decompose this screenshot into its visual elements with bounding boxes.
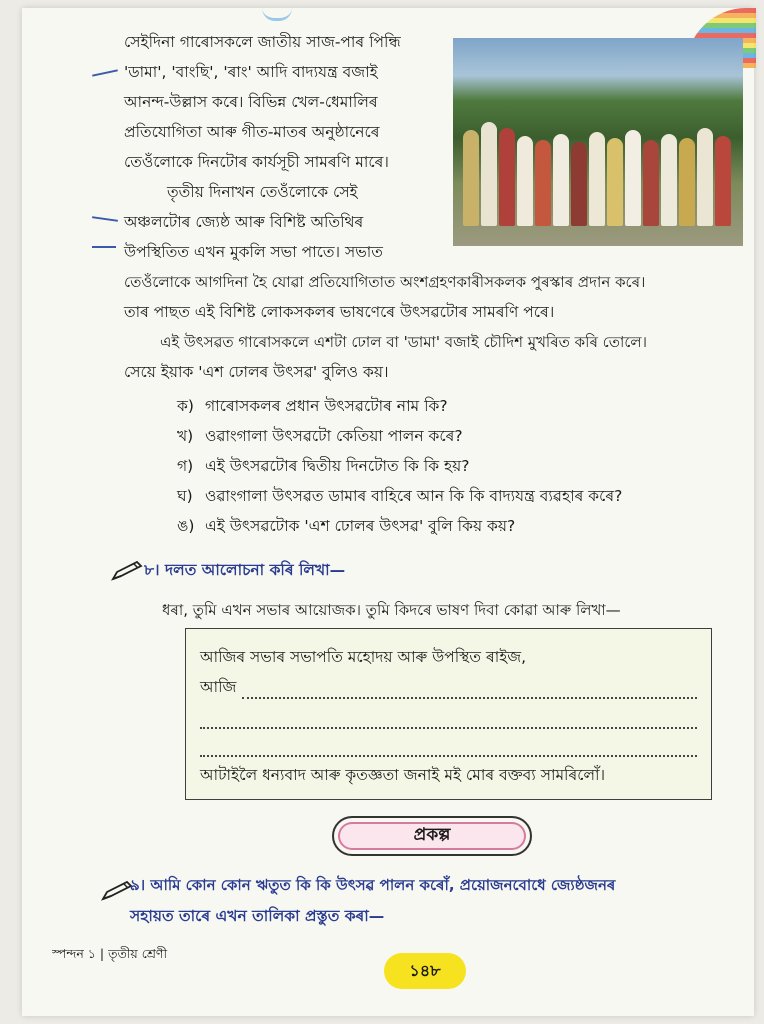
margin-pen-mark	[92, 216, 118, 222]
speech-writing-box	[185, 628, 712, 800]
paragraph-line: সেইদিনা গাৰোসকলে জাতীয় সাজ-পাৰ পিন্ধি	[124, 33, 401, 51]
speech-closing-line: আটাইলৈ ধন্যবাদ আৰু কৃতজ্ঞতা জনাই মই মোৰ বক্তব্য সামৰিলোঁ।	[200, 766, 606, 784]
question-marker: ঙ)	[177, 517, 195, 535]
pencil-icon	[100, 880, 134, 902]
question-item	[177, 421, 463, 451]
paragraph-line: তেওঁলোকে দিনটোৰ কাৰ্যসূচী সামৰণি মাৰে।	[124, 153, 389, 171]
festival-photo	[453, 38, 743, 246]
paragraph-line: তেওঁলোকে আগদিনা হৈ যোৱা প্ৰতিযোগিতাত অংশগ্ৰহণকাৰীসকলক পুৰস্কাৰ প্ৰদান কৰে।	[124, 273, 646, 291]
question-item	[177, 451, 470, 481]
pencil-icon	[110, 560, 144, 582]
section-9-line2: সহায়ত তাৰে এখন তালিকা প্ৰস্তুত কৰা—	[130, 907, 385, 925]
paragraph-line: তৃতীয় দিনাখন তেওঁলোকে সেই	[167, 183, 358, 201]
crowd-figures	[453, 106, 743, 226]
speech-second-line: আজি	[200, 678, 237, 696]
question-marker: ঘ)	[177, 487, 193, 505]
page-number: ১৪৮	[384, 953, 466, 989]
writing-line[interactable]	[200, 727, 697, 729]
section-8-heading: ৮। দলত আলোচনা কৰি লিখা—	[144, 561, 346, 579]
question-marker: খ)	[177, 427, 194, 445]
margin-pen-mark	[92, 246, 116, 248]
question-text: ওৱাংগালা উৎসৱটো কেতিয়া পালন কৰে?	[205, 427, 463, 445]
paragraph-line: 'ডামা', 'বাংছি', 'ৰাং' আদি বাদ্যযন্ত্ৰ বজাই	[124, 63, 378, 81]
question-text: ওৱাংগালা উৎসৱত ডামাৰ বাহিৰে আন কি কি বাদ্যযন্ত্ৰ ব্যৱহাৰ কৰে?	[205, 487, 623, 505]
question-text: গাৰোসকলৰ প্ৰধান উৎসৱটোৰ নাম কি?	[205, 397, 448, 415]
question-text: এই উৎসৱটোৰ দ্বিতীয় দিনটোত কি কি হয়?	[205, 457, 470, 475]
paragraph-line: সেয়ে ইয়াক 'এশ ঢোলৰ উৎসৱ' বুলিও কয়।	[124, 363, 389, 381]
writing-line[interactable]	[200, 755, 697, 757]
question-item	[177, 481, 622, 511]
speech-opening-line: আজিৰ সভাৰ সভাপতি মহোদয় আৰু উপস্থিত ৰাইজ,	[200, 648, 527, 666]
writing-line[interactable]	[242, 697, 697, 699]
textbook-page	[22, 8, 754, 1016]
decorative-curve	[262, 8, 292, 21]
paragraph-line: অঞ্চলটোৰ জ্যেষ্ঠ আৰু বিশিষ্ট অতিথিৰ	[124, 213, 364, 231]
section-8-prompt: ধৰা, তুমি এখন সভাৰ আয়োজক। তুমি কিদৰে ভাষণ দিবা কোৱা আৰু লিখা—	[162, 601, 621, 619]
question-item	[177, 511, 515, 541]
paragraph-line: এই উৎসৱত গাৰোসকলে এশটা ঢোল বা 'ডামা' বজাই চৌদিশ মুখৰিত কৰি তোলে।	[160, 333, 647, 351]
footer-book-title: স্পন্দন ১ | তৃতীয় শ্ৰেণী	[52, 946, 168, 961]
section-9-line1: ৯। আমি কোন কোন ঋতুত কি কি উৎসৱ পালন কৰোঁ, প্ৰয়োজনবোধে জ্যেষ্ঠজনৰ	[130, 876, 616, 894]
question-item	[177, 391, 448, 421]
paragraph-line: আনন্দ-উল্লাস কৰে। বিভিন্ন খেল-ধেমালিৰ	[124, 93, 378, 111]
margin-pen-mark	[92, 69, 118, 76]
paragraph-line: উপস্থিতিত এখন মুকলি সভা পাতে। সভাত	[124, 243, 383, 261]
question-text: এই উৎসৱটোক 'এশ ঢোলৰ উৎসৱ' বুলি কিয় কয়?	[205, 517, 516, 535]
question-marker: ক)	[177, 397, 194, 415]
paragraph-line: তাৰ পাছত এই বিশিষ্ট লোকসকলৰ ভাষণেৰে উৎসৱটোৰ সামৰণি পৰে।	[124, 303, 555, 321]
project-label: প্ৰকল্প	[332, 816, 532, 856]
question-marker: গ)	[177, 457, 194, 475]
paragraph-line: প্ৰতিযোগিতা আৰু গীত-মাতৰ অনুষ্ঠানেৰে	[124, 123, 380, 141]
